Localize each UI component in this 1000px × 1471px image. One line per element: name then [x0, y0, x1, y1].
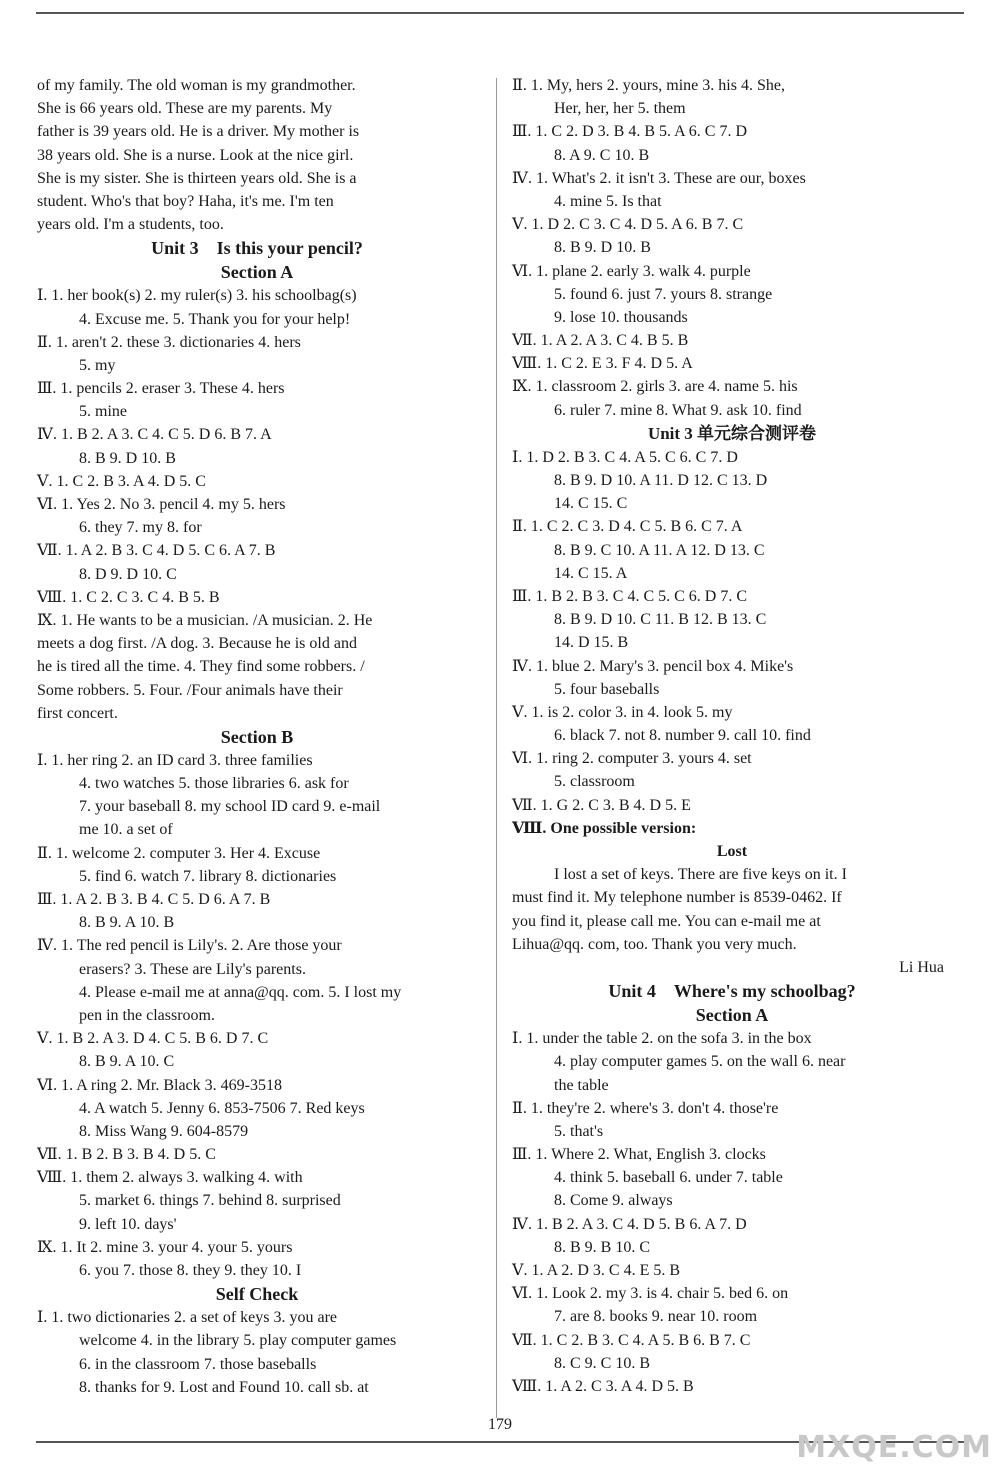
answer-line: first concert. [37, 704, 118, 722]
answer-line: Ⅵ. 1. A ring 2. Mr. Black 3. 469-3518 [37, 1076, 282, 1094]
answer-line: 14. D 15. B [554, 634, 629, 652]
answer-line: Ⅸ. 1. classroom 2. girls 3. are 4. name 5. his [512, 378, 798, 396]
answer-line: 6. in the classroom 7. those baseballs [79, 1355, 317, 1373]
answer-line: of my family. The old woman is my grandmother. [37, 77, 356, 94]
answer-line: Ⅰ. 1. her ring 2. an ID card 3. three families [37, 751, 313, 769]
answer-line: Ⅷ. 1. A 2. C 3. A 4. D 5. B [512, 1377, 694, 1395]
answer-line: Ⅵ. 1. plane 2. early 3. walk 4. purple [512, 262, 751, 280]
answer-line: Ⅳ. 1. B 2. A 3. C 4. D 5. B 6. A 7. D [512, 1215, 747, 1233]
answer-line: I lost a set of keys. There are five keys on it. I [554, 866, 847, 884]
answer-line: 9. lose 10. thousands [554, 308, 688, 326]
answer-line: 8. B 9. B 10. C [554, 1238, 651, 1256]
answer-line: 38 years old. She is a nurse. Look at the nice girl. [37, 146, 354, 164]
answer-line: Ⅵ. 1. Yes 2. No 3. pencil 4. my 5. hers [37, 496, 286, 513]
section-heading: Unit 3 单元综合测评卷 [647, 423, 817, 443]
answer-line: 4. play computer games 5. on the wall 6. near [554, 1053, 846, 1071]
answer-line: Ⅱ. 1. C 2. C 3. D 4. C 5. B 6. C 7. A [512, 518, 743, 536]
answer-line: She is 66 years old. These are my parents. My [37, 100, 333, 118]
answer-line: Ⅷ. 1. them 2. always 3. walking 4. with [37, 1169, 303, 1187]
answer-line: 8. B 9. A 10. C [79, 1053, 175, 1071]
answer-line: he is tired all the time. 4. They find some robbers. / [37, 658, 365, 676]
answer-line: you find it, please call me. You can e-mail me at [512, 912, 821, 930]
answer-line: Ⅸ. 1. He wants to be a musician. /A musician. 2. He [37, 611, 373, 629]
answer-line: 5. market 6. things 7. behind 8. surprised [79, 1192, 341, 1210]
answer-line: Her, her, her 5. them [554, 100, 686, 118]
answer-line: Ⅶ. 1. C 2. B 3. C 4. A 5. B 6. B 7. C [512, 1331, 751, 1349]
right-column [512, 74, 952, 1398]
answer-line: 8. C 9. C 10. B [554, 1354, 651, 1372]
answer-line: 8. B 9. D 10. A 11. D 12. C 13. D [554, 472, 768, 489]
answer-line: Ⅶ. 1. A 2. A 3. C 4. B 5. B [512, 332, 689, 350]
answer-line: the table [554, 1076, 609, 1094]
answer-line: Ⅶ. 1. G 2. C 3. B 4. D 5. E [512, 796, 691, 814]
answer-line: 8. B 9. D 10. B [554, 239, 651, 257]
answer-line: Ⅲ. 1. A 2. B 3. B 4. C 5. D 6. A 7. B [37, 891, 271, 908]
answer-line: 7. your baseball 8. my school ID card 9. e-mail [79, 798, 381, 816]
answer-line: 4. mine 5. Is that [554, 192, 662, 210]
answer-line: Ⅸ. 1. It 2. mine 3. your 4. your 5. yours [37, 1238, 293, 1256]
answer-line: Ⅲ. 1. C 2. D 3. B 4. B 5. A 6. C 7. D [512, 123, 748, 141]
answer-line: Ⅴ. 1. A 2. D 3. C 4. E 5. B [512, 1262, 681, 1279]
answer-line: Ⅳ. 1. What's 2. it isn't 3. These are our, boxes [512, 169, 806, 187]
answer-line: Ⅰ. 1. under the table 2. on the sofa 3. in the box [512, 1030, 812, 1048]
answer-line: Ⅴ. 1. B 2. A 3. D 4. C 5. B 6. D 7. C [37, 1030, 269, 1048]
top-rule [36, 12, 964, 14]
answer-line: Li Hua [899, 958, 944, 976]
answer-line: Ⅳ. 1. The red pencil is Lily's. 2. Are those your [37, 937, 342, 955]
section-heading: Section A [695, 1005, 769, 1026]
answer-line: Ⅷ. One possible version: [512, 819, 697, 837]
answer-line: Ⅵ. 1. ring 2. computer 3. yours 4. set [512, 750, 752, 768]
answer-line: 5. my [79, 356, 116, 374]
answer-line: 14. C 15. C [554, 495, 628, 513]
answer-line: Ⅲ. 1. B 2. B 3. C 4. C 5. C 6. D 7. C [512, 587, 748, 605]
answer-line: Ⅴ. 1. is 2. color 3. in 4. look 5. my [512, 703, 733, 721]
answer-line: 4. Please e-mail me at anna@qq. com. 5. I lost my [79, 983, 402, 1001]
answer-line: Ⅱ. 1. aren't 2. these 3. dictionaries 4. hers [37, 333, 301, 351]
answer-line: 5. classroom [554, 773, 635, 791]
answer-line: 5. mine [79, 403, 127, 421]
answer-line: 6. ruler 7. mine 8. What 9. ask 10. find [554, 401, 802, 419]
answer-line: 9. left 10. days' [79, 1215, 177, 1233]
answer-line: 8. Come 9. always [554, 1192, 673, 1210]
answer-line: Ⅳ. 1. B 2. A 3. C 4. C 5. D 6. B 7. A [37, 426, 272, 444]
section-heading: Unit 3 Is this your pencil? [151, 238, 363, 259]
answer-line: Ⅲ. 1. Where 2. What, English 3. clocks [512, 1146, 766, 1164]
answer-line: 8. B 9. D 10. B [79, 449, 176, 467]
left-column [37, 74, 477, 1399]
answer-line: 8. Miss Wang 9. 604-8579 [79, 1122, 249, 1140]
answer-line: 4. Excuse me. 5. Thank you for your help! [79, 310, 351, 328]
answer-line: Ⅴ. 1. D 2. C 3. C 4. D 5. A 6. B 7. C [512, 216, 744, 234]
page-number: 179 [488, 1416, 512, 1433]
answer-line: Ⅶ. 1. B 2. B 3. B 4. D 5. C [37, 1146, 216, 1164]
section-heading: Unit 4 Where's my schoolbag? [608, 981, 856, 1002]
answer-line: Ⅷ. 1. C 2. C 3. C 4. B 5. B [37, 588, 220, 606]
answer-line: Ⅱ. 1. My, hers 2. yours, mine 3. his 4. She, [512, 77, 785, 94]
answer-line: 5. that's [554, 1122, 604, 1140]
answer-line: 8. A 9. C 10. B [554, 146, 650, 164]
answer-line: Ⅰ. 1. her book(s) 2. my ruler(s) 3. his schoolbag(s) [37, 287, 357, 305]
answer-line: Ⅴ. 1. C 2. B 3. A 4. D 5. C [37, 472, 206, 490]
answer-line: 6. black 7. not 8. number 9. call 10. find [554, 727, 811, 745]
answer-line: 7. are 8. books 9. near 10. room [554, 1308, 758, 1326]
answer-line: me 10. a set of [79, 821, 173, 839]
answer-line: student. Who's that boy? Haha, it's me. I'm ten [37, 192, 334, 210]
answer-line: Ⅱ. 1. welcome 2. computer 3. Her 4. Excuse [37, 844, 321, 862]
answer-line: 6. they 7. my 8. for [79, 519, 202, 537]
answer-line: 4. two watches 5. those libraries 6. ask for [79, 775, 349, 793]
answer-line: She is my sister. She is thirteen years old. She is a [37, 169, 357, 187]
answer-line: 4. think 5. baseball 6. under 7. table [554, 1169, 783, 1187]
answer-line: Lost [716, 843, 748, 860]
answer-line: 8. D 9. D 10. C [79, 565, 177, 583]
answer-line: erasers? 3. These are Lily's parents. [79, 960, 306, 978]
section-heading: Self Check [215, 1284, 299, 1305]
answer-line: 8. B 9. C 10. A 11. A 12. D 13. C [554, 541, 765, 559]
answer-line: years old. I'm a students, too. [37, 216, 224, 234]
answer-line: Lihua@qq. com, too. Thank you very much. [512, 935, 797, 953]
answer-line: 14. C 15. A [554, 564, 628, 582]
answer-line: 5. four baseballs [554, 680, 660, 698]
answer-line: 8. thanks for 9. Lost and Found 10. call sb. at [79, 1378, 369, 1396]
answer-line: Ⅱ. 1. they're 2. where's 3. don't 4. those're [512, 1099, 779, 1117]
answer-line: meets a dog first. /A dog. 3. Because he is old and [37, 635, 357, 653]
answer-line: Some robbers. 5. Four. /Four animals have their [37, 681, 343, 699]
answer-line: Ⅰ. 1. two dictionaries 2. a set of keys 3. you are [37, 1309, 338, 1327]
answer-line: 5. find 6. watch 7. library 8. dictionaries [79, 867, 337, 885]
answer-line: 5. found 6. just 7. yours 8. strange [554, 285, 773, 303]
answer-line: pen in the classroom. [79, 1006, 215, 1024]
answer-line: welcome 4. in the library 5. play computer games [79, 1332, 397, 1350]
answer-line: 8. B 9. D 10. C 11. B 12. B 13. C [554, 611, 767, 629]
answer-line: 4. A watch 5. Jenny 6. 853-7506 7. Red keys [79, 1099, 365, 1117]
answer-line: father is 39 years old. He is a driver. My mother is [37, 123, 360, 141]
answer-line: Ⅷ. 1. C 2. E 3. F 4. D 5. A [512, 355, 693, 373]
answer-line: Ⅳ. 1. blue 2. Mary's 3. pencil box 4. Mike's [512, 657, 794, 675]
answer-line: 6. you 7. those 8. they 9. they 10. I [79, 1262, 302, 1279]
section-heading: Section A [220, 262, 294, 283]
column-divider [496, 78, 497, 1418]
answer-line: must find it. My telephone number is 8539-0462. If [512, 889, 842, 907]
answer-line: Ⅵ. 1. Look 2. my 3. is 4. chair 5. bed 6. on [512, 1285, 789, 1303]
answer-line: 8. B 9. A 10. B [79, 914, 175, 932]
watermark-logo: MXQE.COM [796, 1430, 992, 1465]
answer-line: Ⅰ. 1. D 2. B 3. C 4. A 5. C 6. C 7. D [512, 448, 738, 466]
section-heading: Section B [220, 726, 294, 747]
answer-line: Ⅲ. 1. pencils 2. eraser 3. These 4. hers [37, 380, 285, 398]
answer-line: Ⅶ. 1. A 2. B 3. C 4. D 5. C 6. A 7. B [37, 542, 276, 560]
